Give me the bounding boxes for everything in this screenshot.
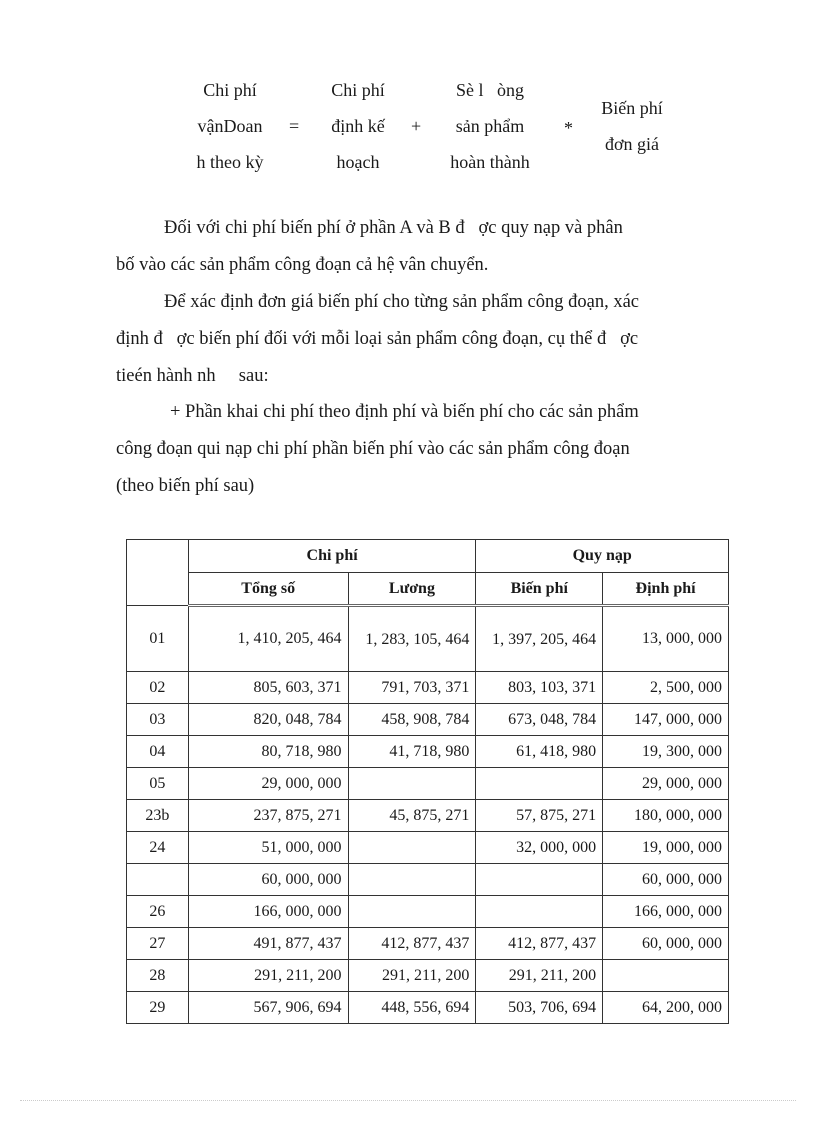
cell-code: 26	[127, 896, 189, 928]
cell-variable-cost: 503, 706, 694	[476, 992, 603, 1024]
cell-wage: 41, 718, 980	[348, 736, 476, 768]
cell-total: 51, 000, 000	[188, 832, 348, 864]
formula-times: *	[564, 118, 573, 138]
cell-fixed-cost: 64, 200, 000	[603, 992, 729, 1024]
cell-wage	[348, 896, 476, 928]
cell-variable-cost	[476, 864, 603, 896]
table-header-wage: Lương	[348, 573, 476, 606]
paragraph-line: định đ ợc biến phí đối với mỗi loại sản phẩm công đoạn, cụ thể đ ợc	[116, 329, 639, 349]
cell-variable-cost: 673, 048, 784	[476, 704, 603, 736]
table-group-header-row	[127, 540, 729, 573]
cell-code: 28	[127, 960, 189, 992]
table-header-variable-cost: Biến phí	[476, 573, 603, 606]
table-column-header-row	[127, 573, 729, 606]
cost-formula	[0, 72, 816, 192]
cell-fixed-cost: 180, 000, 000	[603, 800, 729, 832]
formula-plus: +	[411, 116, 422, 136]
table-header-group-allocation: Quy nạp	[476, 540, 729, 573]
cell-total: 29, 000, 000	[188, 768, 348, 800]
cell-total: 291, 211, 200	[188, 960, 348, 992]
paragraph-variable-cost-allocation	[116, 210, 736, 284]
table-row	[127, 960, 729, 992]
cell-wage: 458, 908, 784	[348, 704, 476, 736]
formula-term-unit-variable-cost	[590, 90, 674, 162]
paragraph-line: (theo biến phí sau)	[116, 476, 255, 496]
cell-code: 04	[127, 736, 189, 768]
cell-fixed-cost: 147, 000, 000	[603, 704, 729, 736]
cell-variable-cost: 803, 103, 371	[476, 672, 603, 704]
cell-wage: 791, 703, 371	[348, 672, 476, 704]
formula-term1-line-3: hoạch	[336, 152, 380, 172]
formula-equals: =	[289, 116, 300, 136]
cell-variable-cost	[476, 896, 603, 928]
cell-variable-cost: 412, 877, 437	[476, 928, 603, 960]
cell-code	[127, 864, 189, 896]
paragraph-unit-price-method	[116, 284, 736, 395]
cell-wage	[348, 832, 476, 864]
cell-total: 491, 877, 437	[188, 928, 348, 960]
table-row	[127, 992, 729, 1024]
table-row	[127, 672, 729, 704]
cell-variable-cost: 61, 418, 980	[476, 736, 603, 768]
formula-term2-line-2: sản phẩm	[455, 116, 525, 136]
cell-fixed-cost: 19, 000, 000	[603, 832, 729, 864]
cell-variable-cost: 291, 211, 200	[476, 960, 603, 992]
table-row	[127, 800, 729, 832]
table-header-group-cost: Chi phí	[188, 540, 476, 573]
formula-left-line-1: Chi phí	[203, 80, 257, 100]
cell-wage	[348, 864, 476, 896]
formula-term-planned-cost	[322, 72, 394, 180]
table-row	[127, 736, 729, 768]
paragraph-line: tieén hành nh sau:	[116, 366, 269, 386]
cell-variable-cost: 1, 397, 205, 464	[476, 606, 603, 672]
cell-code: 05	[127, 768, 189, 800]
cell-wage: 291, 211, 200	[348, 960, 476, 992]
cell-fixed-cost: 19, 300, 000	[603, 736, 729, 768]
cell-fixed-cost: 60, 000, 000	[603, 864, 729, 896]
formula-left-line-2: vậnDoan	[197, 116, 263, 136]
table-header-total: Tổng số	[188, 573, 348, 606]
cell-code: 23b	[127, 800, 189, 832]
cell-total: 60, 000, 000	[188, 864, 348, 896]
cell-total: 80, 718, 980	[188, 736, 348, 768]
cell-total: 820, 048, 784	[188, 704, 348, 736]
table-header-fixed-cost: Định phí	[603, 573, 729, 606]
cell-code: 24	[127, 832, 189, 864]
cell-code: 29	[127, 992, 189, 1024]
cell-total: 166, 000, 000	[188, 896, 348, 928]
paragraph-line: Để xác định đơn giá biến phí cho từng sản phẩm công đoạn, xác	[164, 292, 639, 312]
cell-fixed-cost: 2, 500, 000	[603, 672, 729, 704]
formula-left-line-3: h theo kỳ	[196, 152, 264, 172]
formula-term2-line-3: hoàn thành	[450, 152, 530, 172]
page-bottom-divider	[20, 1100, 796, 1101]
cell-wage: 412, 877, 437	[348, 928, 476, 960]
table-row	[127, 864, 729, 896]
table-row	[127, 606, 729, 672]
table-row	[127, 768, 729, 800]
table-row	[127, 896, 729, 928]
cell-total: 567, 906, 694	[188, 992, 348, 1024]
cell-variable-cost	[476, 768, 603, 800]
cell-fixed-cost: 60, 000, 000	[603, 928, 729, 960]
paragraph-line: bố vào các sản phẩm công đoạn cả hệ vân chuyển.	[116, 255, 489, 275]
formula-term-quantity	[440, 72, 540, 180]
cell-fixed-cost: 166, 000, 000	[603, 896, 729, 928]
cell-fixed-cost: 29, 000, 000	[603, 768, 729, 800]
cell-wage	[348, 768, 476, 800]
paragraph-cost-breakdown	[116, 394, 736, 505]
formula-term1-line-2: định kế	[331, 116, 385, 136]
table-row	[127, 704, 729, 736]
formula-term1-line-1: Chi phí	[331, 80, 385, 100]
cell-code: 27	[127, 928, 189, 960]
cost-allocation-table	[126, 539, 729, 1024]
cell-code: 01	[127, 606, 189, 672]
table-row	[127, 832, 729, 864]
cell-variable-cost: 57, 875, 271	[476, 800, 603, 832]
formula-left-term	[186, 72, 274, 180]
paragraph-line: công đoạn qui nạp chi phí phần biến phí vào các sản phẩm công đoạn	[116, 439, 630, 459]
formula-term3-line-1: Biến phí	[601, 98, 663, 118]
formula-term2-line-1: Sè l òng	[455, 80, 524, 100]
cell-code: 02	[127, 672, 189, 704]
cell-wage: 1, 283, 105, 464	[348, 606, 476, 672]
cell-total: 1, 410, 205, 464	[188, 606, 348, 672]
cell-wage: 45, 875, 271	[348, 800, 476, 832]
paragraph-line: Đối với chi phí biến phí ở phần A và B đ ợc quy nạp và phân	[164, 218, 623, 238]
cell-wage: 448, 556, 694	[348, 992, 476, 1024]
cell-variable-cost: 32, 000, 000	[476, 832, 603, 864]
cell-total: 237, 875, 271	[188, 800, 348, 832]
cell-code: 03	[127, 704, 189, 736]
paragraph-line: + Phần khai chi phí theo định phí và biến phí cho các sản phẩm	[170, 402, 639, 422]
cell-total: 805, 603, 371	[188, 672, 348, 704]
cell-fixed-cost	[603, 960, 729, 992]
table-header-code	[127, 540, 189, 606]
cell-fixed-cost: 13, 000, 000	[603, 606, 729, 672]
table-row	[127, 928, 729, 960]
formula-term3-line-2: đơn giá	[604, 134, 659, 154]
